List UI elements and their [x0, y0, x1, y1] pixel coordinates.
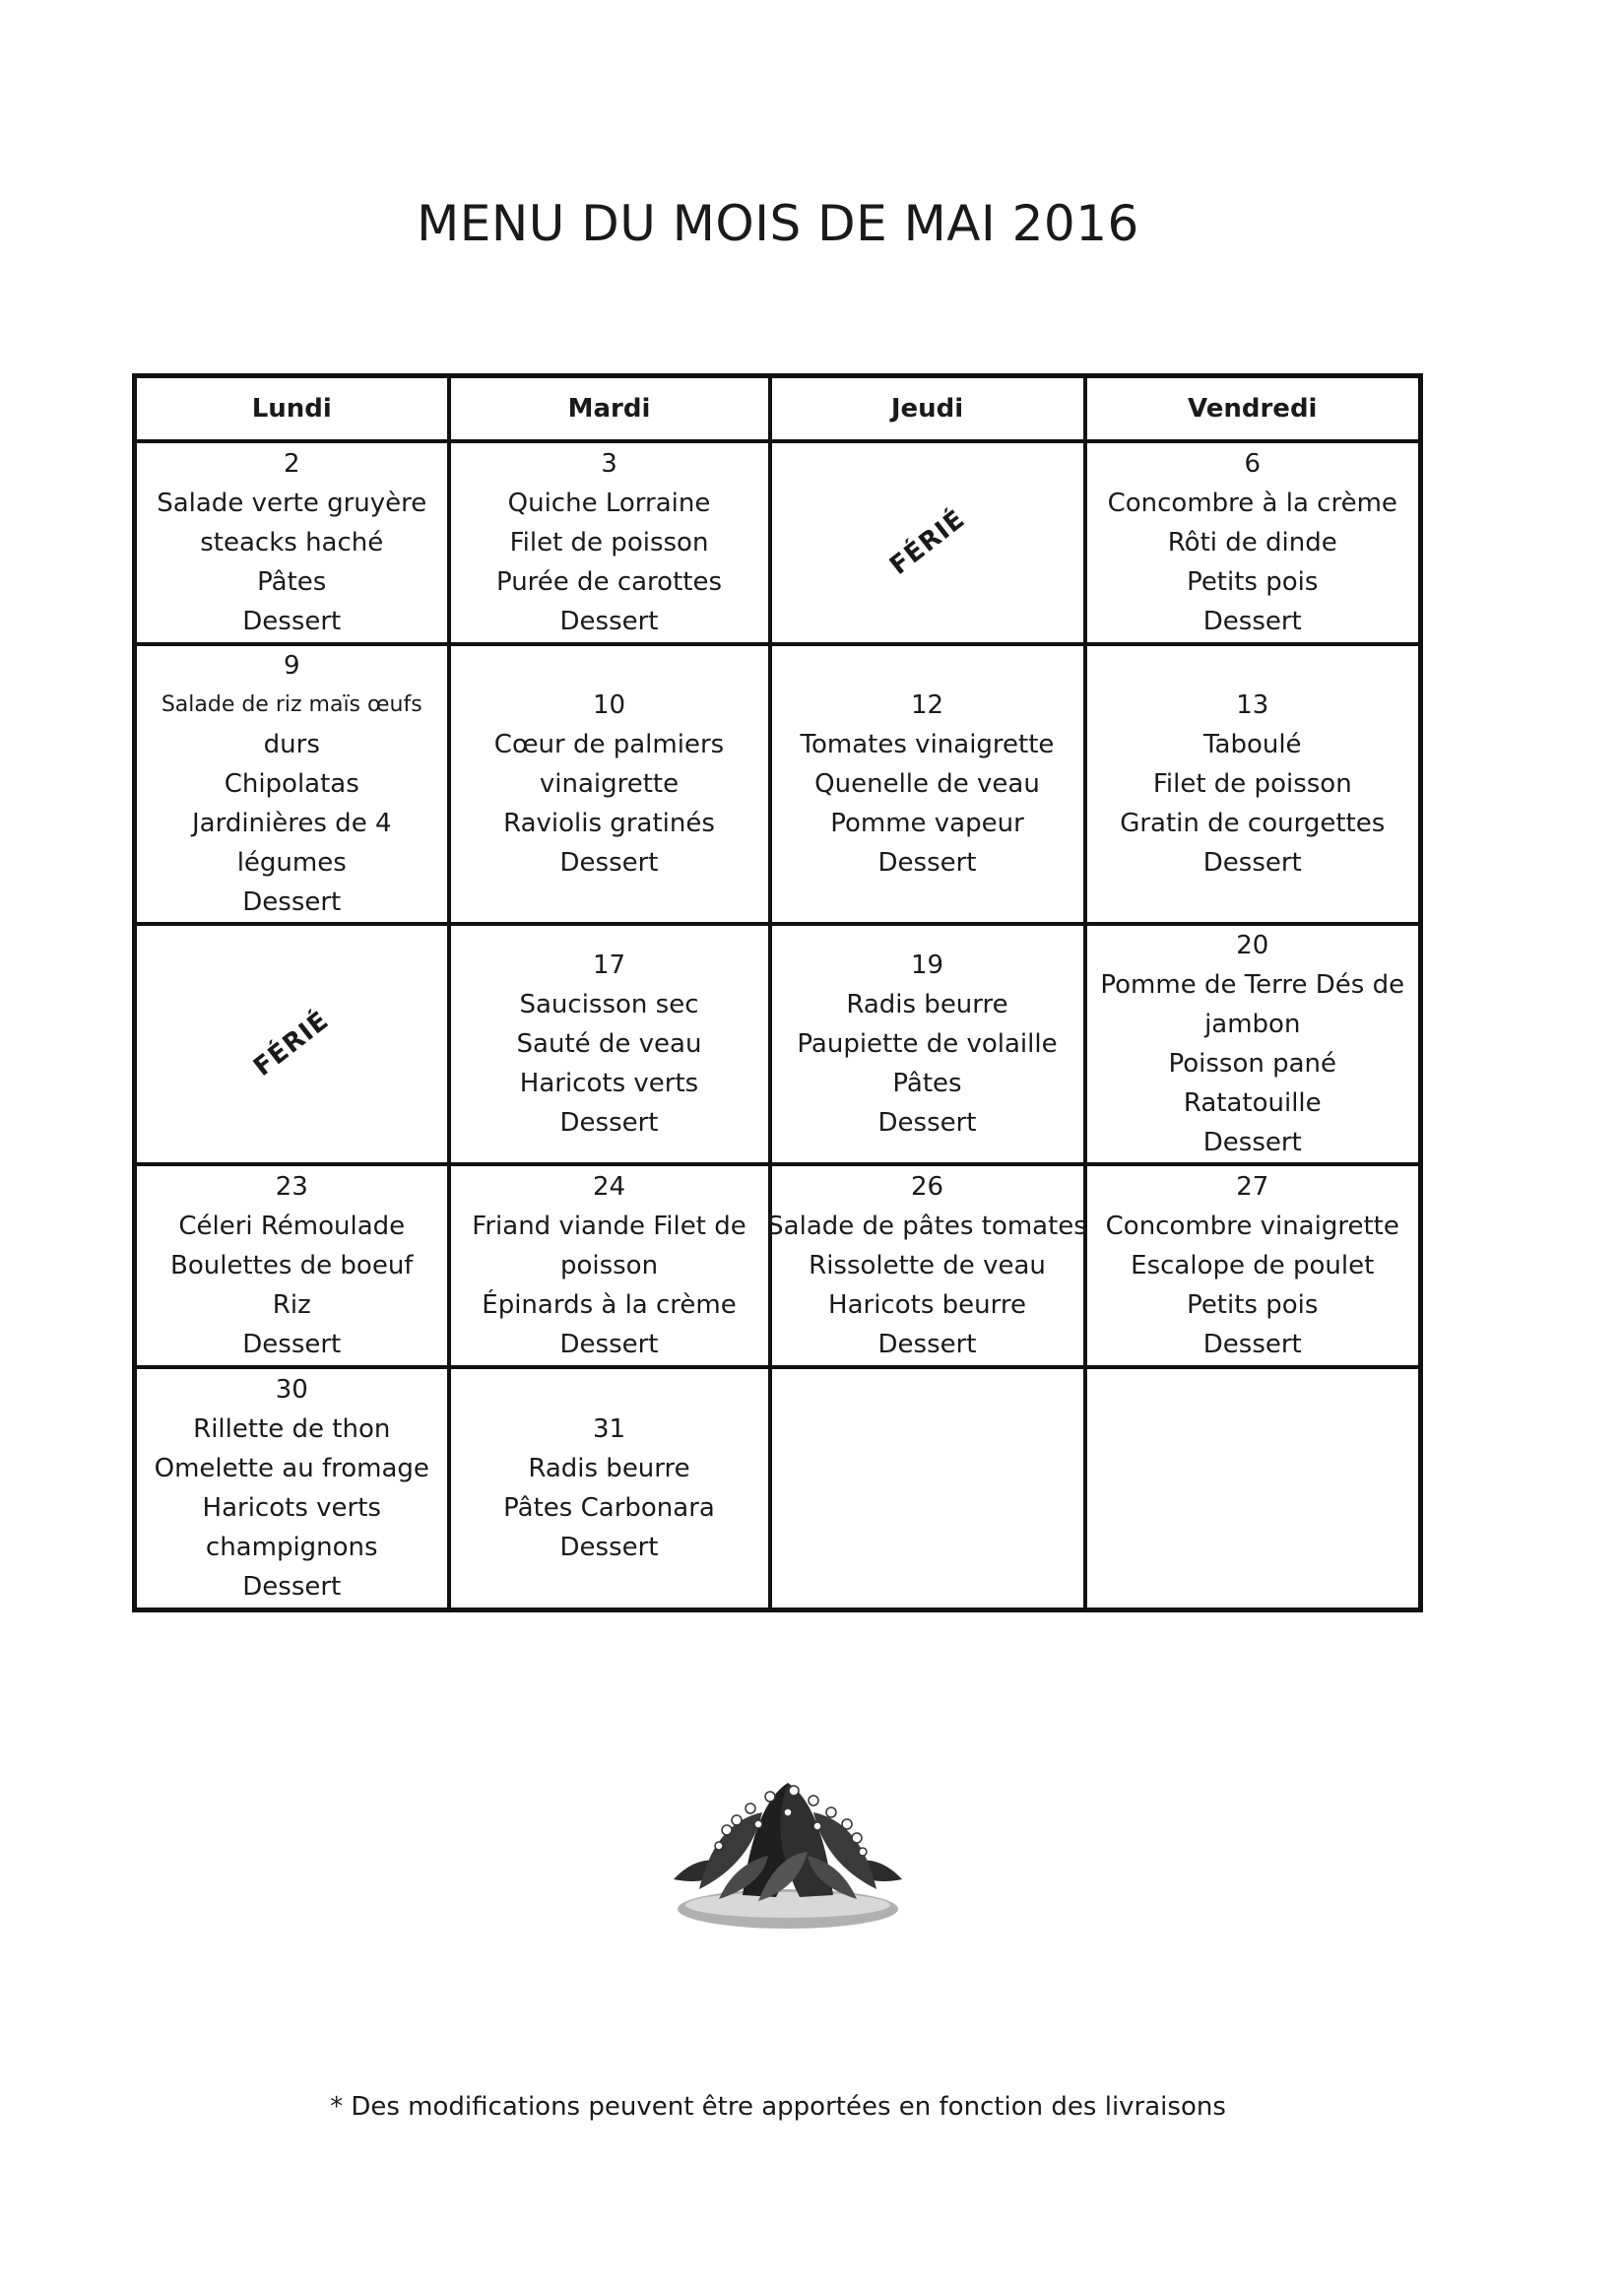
day-cell-lundi	[135, 1164, 449, 1367]
menu-item: Dessert	[877, 848, 977, 878]
menu-item: Petits pois	[1187, 567, 1319, 597]
menu-body	[135, 441, 1421, 1609]
day-number: 23	[275, 1172, 308, 1202]
lily-of-the-valley-illustration	[660, 1761, 916, 1938]
menu-item: Dessert	[559, 1108, 659, 1138]
menu-item: Jardinières de 4	[192, 809, 392, 838]
day-number: 24	[592, 1172, 626, 1202]
menu-item: Pâtes	[892, 1069, 962, 1098]
menu-item: Dessert	[877, 1330, 977, 1359]
menu-item: Salade verte gruyère	[157, 489, 427, 518]
menu-item: Radis beurre	[846, 990, 1008, 1019]
day-number: 3	[601, 449, 617, 479]
menu-item: durs	[263, 730, 320, 759]
menu-item: Concombre vinaigrette	[1105, 1212, 1399, 1241]
menu-item: Dessert	[559, 848, 659, 878]
menu-item: Rissolette de veau	[809, 1251, 1046, 1280]
column-header-mardi: Mardi	[449, 376, 770, 442]
menu-item: Petits pois	[1187, 1290, 1319, 1320]
menu-item: Quenelle de veau	[814, 769, 1040, 799]
menu-item: Escalope de poulet	[1131, 1251, 1375, 1280]
menu-item: Haricots beurre	[828, 1290, 1026, 1320]
day-number: 30	[275, 1374, 308, 1405]
day-cell-lundi	[135, 924, 449, 1164]
menu-item: Dessert	[242, 1330, 342, 1359]
day-cell-vendredi	[1085, 644, 1421, 924]
menu-item: Dessert	[1202, 848, 1302, 878]
header-row	[135, 376, 1421, 442]
day-number: 20	[1236, 931, 1269, 960]
menu-item: vinaigrette	[539, 769, 680, 799]
menu-item: Sauté de veau	[516, 1029, 702, 1059]
menu-item: Épinards à la crème	[482, 1290, 737, 1320]
day-number: 27	[1236, 1172, 1269, 1202]
menu-item: Omelette au fromage	[154, 1453, 429, 1483]
week-row	[135, 924, 1421, 1164]
menu-item: Dessert	[559, 1330, 659, 1359]
menu-item: Haricots verts	[202, 1492, 381, 1523]
menu-item: Gratin de courgettes	[1120, 809, 1386, 838]
day-cell-mardi	[449, 644, 770, 924]
holiday-label: FÉRIÉ	[248, 1006, 336, 1082]
day-cell-vendredi	[1085, 1367, 1421, 1609]
column-header-jeudi: Jeudi	[770, 376, 1085, 442]
column-header-vendredi: Vendredi	[1085, 376, 1421, 442]
week-row	[135, 1367, 1421, 1609]
menu-item: Quiche Lorraine	[507, 489, 711, 518]
menu-item: jambon	[1204, 1010, 1301, 1039]
column-header-lundi: Lundi	[135, 376, 449, 442]
week-row	[135, 1164, 1421, 1367]
day-number: 10	[592, 690, 626, 720]
menu-item: Pomme de Terre Dés de	[1100, 970, 1405, 1000]
day-cell-lundi	[135, 644, 449, 924]
day-number: 19	[910, 951, 944, 980]
menu-item: Dessert	[559, 607, 659, 636]
menu-item: Filet de poisson	[509, 528, 709, 558]
menu-item: Poisson pané	[1168, 1049, 1337, 1079]
day-number: 31	[592, 1413, 626, 1444]
menu-item: Céleri Rémoulade	[178, 1212, 406, 1241]
week-row	[135, 441, 1421, 644]
footnote: * Des modifications peuvent être apportées en fonction des livraisons	[330, 2092, 1226, 2122]
day-cell-mardi	[449, 924, 770, 1164]
day-cell-vendredi	[1085, 1164, 1421, 1367]
menu-item: Paupiette de volaille	[797, 1029, 1058, 1059]
day-cell-mardi	[449, 1164, 770, 1367]
menu-item: Boulettes de boeuf	[170, 1251, 414, 1280]
menu-item: Riz	[272, 1290, 311, 1320]
menu-item: steacks haché	[200, 528, 384, 558]
menu-item: Friand viande Filet de	[472, 1212, 746, 1241]
menu-item: Saucisson sec	[519, 990, 699, 1019]
day-cell-mardi	[449, 1367, 770, 1609]
day-cell-jeudi	[767, 1164, 1087, 1367]
day-cell-vendredi	[1085, 924, 1421, 1164]
menu-item: légumes	[236, 848, 347, 878]
day-number: 12	[910, 690, 944, 720]
menu-item: Rillette de thon	[193, 1413, 391, 1444]
menu-item: Raviolis gratinés	[503, 809, 715, 838]
menu-item: Salade de riz maïs œufs	[161, 692, 422, 717]
page-title: MENU DU MOIS DE MAI 2016	[417, 195, 1139, 252]
day-cell-mardi	[449, 441, 770, 644]
menu-item: Taboulé	[1202, 730, 1302, 759]
day-number: 2	[283, 449, 300, 479]
menu-item: Filet de poisson	[1152, 769, 1352, 799]
menu-item: Dessert	[1202, 1128, 1302, 1157]
menu-item: champignons	[205, 1532, 378, 1562]
menu-item: Purée de carottes	[495, 567, 723, 597]
menu-item: Dessert	[1202, 1330, 1302, 1359]
menu-item: Salade de pâtes tomates	[767, 1212, 1087, 1241]
menu-item: Dessert	[1202, 607, 1302, 636]
menu-item: Concombre à la crème	[1107, 489, 1397, 518]
day-number: 9	[283, 651, 300, 681]
day-cell-vendredi	[1085, 441, 1421, 644]
menu-item: Ratatouille	[1183, 1088, 1322, 1118]
menu-item: Cœur de palmiers	[493, 730, 725, 759]
menu-item: Radis beurre	[528, 1453, 690, 1483]
menu-item: Chipolatas	[224, 769, 359, 799]
day-cell-lundi	[135, 441, 449, 644]
menu-item: Dessert	[242, 1571, 342, 1602]
day-cell-lundi	[135, 1367, 449, 1609]
menu-item: Pâtes Carbonara	[503, 1492, 715, 1523]
day-cell-jeudi	[770, 924, 1085, 1164]
menu-item: Dessert	[559, 1532, 659, 1562]
day-cell-jeudi	[770, 441, 1085, 644]
menu-item: poisson	[559, 1251, 659, 1280]
menu-item: Tomates vinaigrette	[800, 730, 1055, 759]
menu-item: Rôti de dinde	[1167, 528, 1337, 558]
day-cell-jeudi	[770, 1367, 1085, 1609]
menu-item: Dessert	[242, 887, 342, 917]
day-number: 26	[910, 1172, 944, 1202]
menu-table	[132, 373, 1423, 1612]
holiday-label: FÉRIÉ	[883, 504, 971, 581]
menu-item: Pâtes	[257, 567, 327, 597]
day-number: 6	[1244, 449, 1262, 479]
day-number: 17	[592, 951, 626, 980]
menu-item: Dessert	[242, 607, 342, 636]
day-number: 13	[1236, 690, 1269, 720]
day-cell-jeudi	[770, 644, 1085, 924]
week-row	[135, 644, 1421, 924]
menu-item: Dessert	[877, 1108, 977, 1138]
menu-item: Haricots verts	[519, 1069, 699, 1098]
menu-item: Pomme vapeur	[830, 809, 1024, 838]
